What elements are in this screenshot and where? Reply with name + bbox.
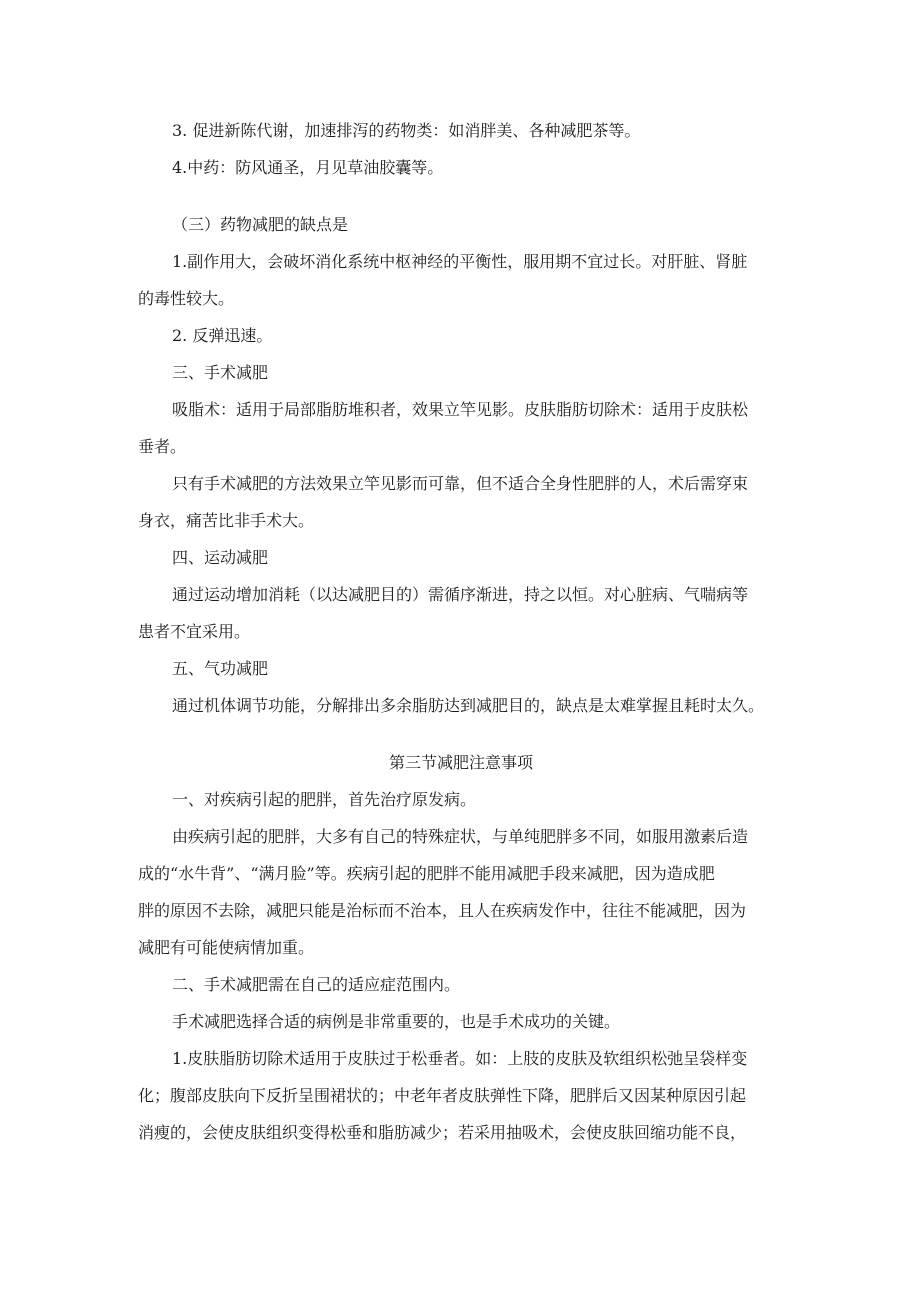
paragraph-line: 2. 反弹迅速。	[172, 326, 273, 345]
paragraph-line: 患者不宜采用。	[138, 622, 251, 641]
section-heading: 二、手术减肥需在自己的适应症范围内。	[172, 975, 461, 994]
paragraph-line: 4.中药：防风通圣，月见草油胶囊等。	[172, 158, 444, 177]
paragraph-line: 只有手术减肥的方法效果立竿见影而可靠，但不适合全身性肥胖的人，术后需穿束	[172, 474, 749, 493]
paragraph-line: 手术减肥选择合适的病例是非常重要的，也是手术成功的关键。	[172, 1012, 621, 1031]
paragraph-line: 1.皮肤脂肪切除术适用于皮肤过于松垂者。如：上肢的皮肤及软组织松弛呈袋样变	[172, 1049, 748, 1068]
document-body	[138, 112, 784, 1151]
paragraph-line: 通过运动增加消耗（以达减肥目的）需循序渐进，持之以恒。对心脏病、气喘病等	[172, 585, 749, 604]
section-heading: 三、手术减肥	[172, 363, 269, 382]
chapter-section-title: 第三节减肥注意事项	[388, 753, 533, 772]
paragraph-line: 减肥有可能使病情加重。	[138, 938, 315, 957]
paragraph-line: 3. 促进新陈代谢，加速排泻的药物类：如消胖美、各种减肥茶等。	[172, 121, 641, 140]
paragraph-line: 垂者。	[138, 437, 187, 456]
section-heading: 五、气功减肥	[172, 659, 269, 678]
section-heading: 四、运动减肥	[172, 548, 269, 567]
paragraph-line: 化；腹部皮肤向下反折呈围裙状的；中老年者皮肤弹性下降，肥胖后又因某种原因引起	[138, 1086, 747, 1105]
paragraph-line: 的毒性较大。	[138, 289, 235, 308]
section-spacer	[138, 186, 784, 206]
subsection-heading: （三）药物减肥的缺点是	[172, 215, 349, 234]
paragraph-line: 消瘦的，会使皮肤组织变得松垂和脂肪减少；若采用抽吸术，会使皮肤回缩功能不良，	[138, 1123, 747, 1142]
paragraph-line: 由疾病引起的肥胖，大多有自己的特殊症状，与单纯肥胖多不同，如服用激素后造	[172, 827, 749, 846]
paragraph-line: 1.副作用大，会破坏消化系统中枢神经的平衡性，服用期不宜过长。对肝脏、肾脏	[172, 252, 748, 271]
paragraph-line: 通过机体调节功能，分解排出多余脂肪达到减肥目的，缺点是太难掌握且耗时太久。	[172, 696, 765, 715]
paragraph-line: 身衣，痛苦比非手术大。	[138, 511, 315, 530]
paragraph-line: 成的“水牛背”、“满月脸”等。疾病引起的肥胖不能用减肥手段来减肥，因为造成肥	[138, 864, 715, 883]
section-spacer	[138, 724, 784, 744]
section-heading: 一、对疾病引起的肥胖，首先治疗原发病。	[172, 790, 477, 809]
paragraph-line: 吸脂术：适用于局部脂肪堆积者，效果立竿见影。皮肤脂肪切除术：适用于皮肤松	[172, 400, 749, 419]
paragraph-line: 胖的原因不去除，减肥只能是治标而不治本，且人在疾病发作中，往往不能减肥，因为	[138, 901, 747, 920]
